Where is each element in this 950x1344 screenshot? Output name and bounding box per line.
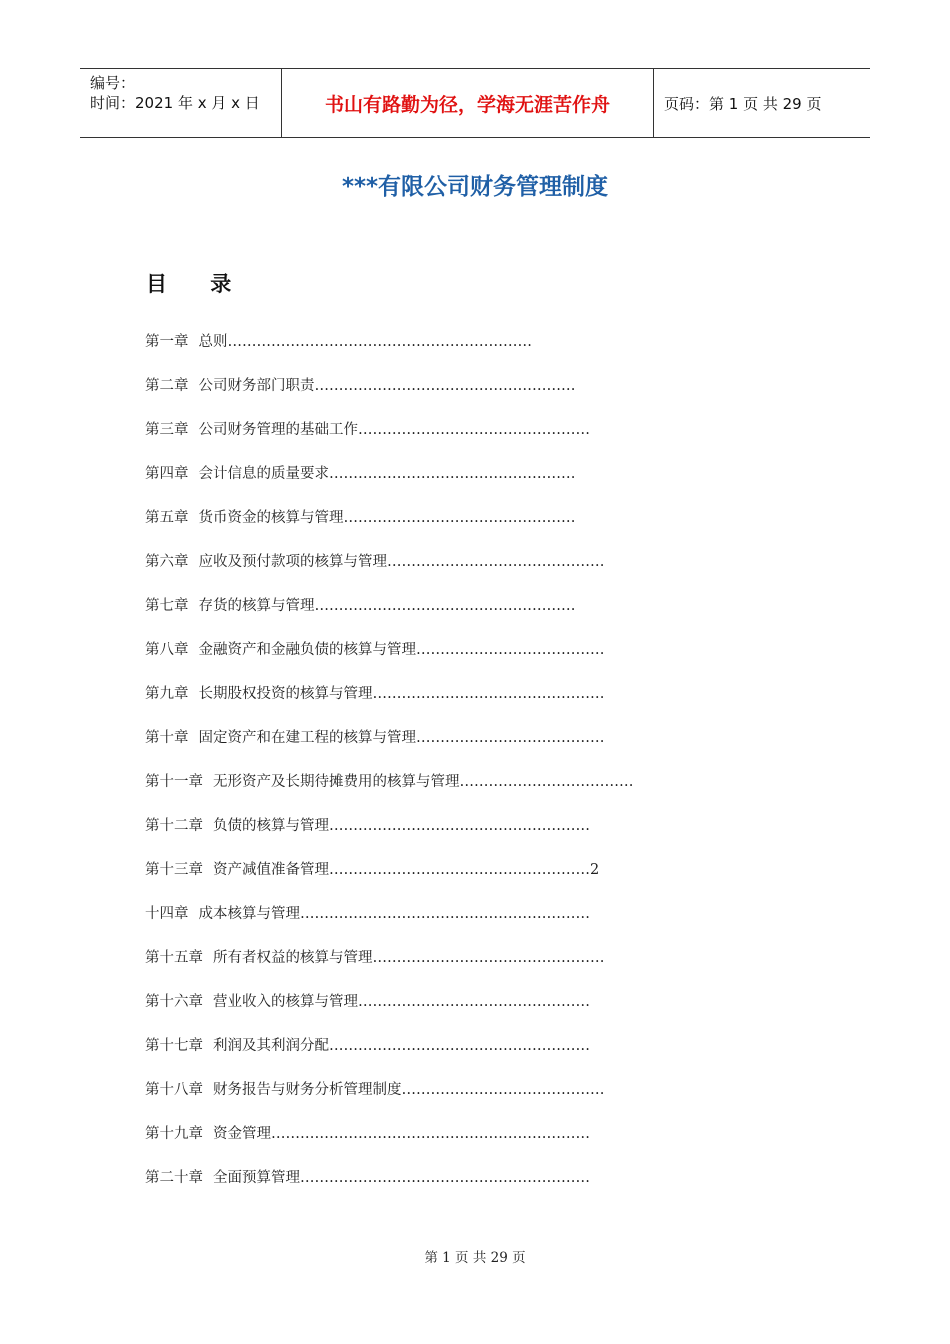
toc-item[interactable] (145, 594, 576, 615)
toc-item[interactable] (145, 462, 576, 483)
toc-leader: ……………………………………………… (329, 818, 590, 834)
toc-item[interactable] (145, 418, 590, 439)
toc-chapter: 第十章 (145, 730, 189, 746)
toc-item[interactable] (145, 1078, 605, 1099)
page-footer: 第 1 页 共 29 页 (424, 1250, 526, 1266)
toc-leader: ………………………………………… (343, 510, 576, 526)
toc-leader: ……………………………… (459, 774, 634, 790)
toc-item[interactable] (145, 506, 576, 527)
toc-title: 应收及预付款项的核算与管理 (198, 554, 387, 570)
header-motto: 书山有路勤为径，学海无涯苦作舟 (282, 69, 654, 137)
toc-chapter: 第八章 (145, 642, 189, 658)
toc-leader: ………………………………………………2 (329, 862, 600, 878)
document-time-label: 时间：2021 年 x 月 x 日 (90, 94, 260, 112)
toc-leader: ……………………………………………… (314, 378, 576, 394)
toc-title: 负债的核算与管理 (213, 818, 329, 834)
toc-leader: ………………………………………… (358, 422, 590, 438)
toc-title: 营业收入的核算与管理 (213, 994, 358, 1010)
toc-leader: …………………………………… (401, 1082, 605, 1098)
toc-item[interactable] (145, 726, 605, 747)
toc-title: 货币资金的核算与管理 (198, 510, 344, 526)
toc-item[interactable] (145, 1034, 590, 1055)
toc-leader: …………………………………………………… (300, 906, 590, 922)
toc-leader: ……………………………………………… (314, 598, 576, 614)
toc-leader: ………………………………… (416, 642, 605, 658)
toc-chapter: 第十二章 (145, 818, 203, 834)
toc-title: 固定资产和在建工程的核算与管理 (198, 730, 416, 746)
toc-title: 所有者权益的核算与管理 (213, 950, 373, 966)
toc-chapter: 第十一章 (145, 774, 203, 790)
header-page-info: 页码：第 1 页 共 29 页 (664, 94, 822, 113)
toc-title: 会计信息的质量要求 (198, 466, 329, 482)
toc-chapter: 第二章 (145, 378, 189, 394)
toc-chapter: 第十六章 (145, 994, 203, 1010)
header-meta (80, 69, 282, 137)
toc-title: 公司财务管理的基础工作 (198, 422, 358, 438)
toc-item[interactable] (145, 990, 590, 1011)
toc-leader: ………………………………………… (358, 994, 590, 1010)
toc-leader: …………………………………………………… (300, 1170, 590, 1186)
toc-title: 利润及其利润分配 (213, 1038, 329, 1054)
toc-title: 资产减值准备管理 (213, 862, 329, 878)
toc-item[interactable] (145, 550, 605, 571)
document-title: ***有限公司财务管理制度 (341, 174, 609, 200)
toc-chapter: 第十七章 (145, 1038, 203, 1054)
toc-leader: ………………………………………… (372, 686, 605, 702)
toc-title: 金融资产和金融负债的核算与管理 (198, 642, 416, 658)
toc-chapter: 第十五章 (145, 950, 203, 966)
toc-title: 成本核算与管理 (198, 906, 300, 922)
toc-item[interactable] (145, 682, 605, 703)
toc-title: 资金管理 (213, 1126, 271, 1142)
toc-title: 全面预算管理 (213, 1170, 300, 1186)
toc-item[interactable] (145, 814, 590, 835)
toc-chapter: 第五章 (145, 510, 189, 526)
toc-leader: ……………………………………………………… (227, 334, 532, 350)
toc-title: 公司财务部门职责 (198, 378, 315, 394)
toc-title: 财务报告与财务分析管理制度 (213, 1082, 402, 1098)
toc-item[interactable] (145, 902, 590, 923)
toc-heading: 目 录 (146, 272, 250, 296)
toc-item[interactable] (145, 770, 634, 791)
toc-chapter: 第九章 (145, 686, 189, 702)
toc-item[interactable] (145, 946, 605, 967)
toc-title: 总则 (198, 334, 228, 350)
toc-title: 长期股权投资的核算与管理 (198, 686, 373, 702)
toc-leader: ……………………………………………… (329, 1038, 590, 1054)
toc-leader: ……………………………………… (387, 554, 605, 570)
toc-item[interactable] (145, 374, 576, 395)
toc-item[interactable] (145, 330, 532, 351)
toc-chapter: 第七章 (145, 598, 189, 614)
toc-leader: ………………………………………… (372, 950, 605, 966)
toc-item[interactable] (145, 1166, 590, 1187)
toc-chapter: 第十九章 (145, 1126, 203, 1142)
document-header (80, 68, 870, 138)
toc-item[interactable] (145, 1122, 590, 1143)
toc-title: 存货的核算与管理 (198, 598, 315, 614)
toc-leader: …………………………………………… (329, 466, 576, 482)
toc-chapter: 第十三章 (145, 862, 203, 878)
toc-title: 无形资产及长期待摊费用的核算与管理 (213, 774, 460, 790)
toc-chapter: 第四章 (145, 466, 189, 482)
toc-leader: ………………………………………………………… (271, 1126, 590, 1142)
toc-chapter: 第二十章 (145, 1170, 203, 1186)
toc-chapter: 第三章 (145, 422, 189, 438)
toc-chapter: 第六章 (145, 554, 189, 570)
toc-chapter: 第十八章 (145, 1082, 203, 1098)
document-number-label: 编号： (90, 74, 136, 92)
toc-item[interactable] (145, 858, 599, 879)
toc-chapter: 十四章 (145, 906, 189, 922)
toc-item[interactable] (145, 638, 605, 659)
toc-chapter: 第一章 (145, 334, 189, 350)
toc-leader: ………………………………… (416, 730, 605, 746)
